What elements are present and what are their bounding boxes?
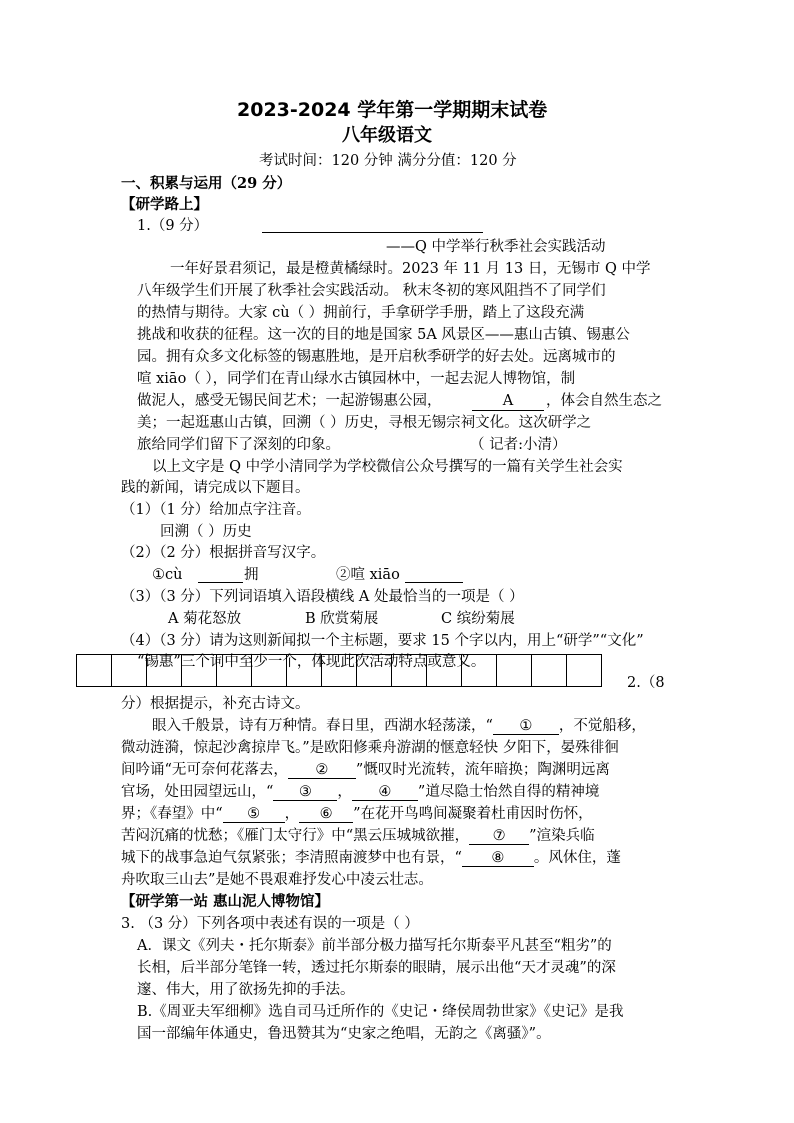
- pinyin-item-1-tail: 拥: [244, 567, 259, 583]
- answer-cell[interactable]: [182, 654, 217, 687]
- poem-segment: ”慨叹时光流转，流年暗换；陶渊明远离: [355, 762, 610, 778]
- poem-blank-2[interactable]: ②: [288, 763, 356, 779]
- exam-title: 2023-2024 学年第一学期期末试卷: [237, 99, 548, 121]
- poem-segment: 城下的战事急迫气氛紧张；李清照南渡梦中也有景，“: [121, 850, 462, 866]
- poem-text: [121, 785, 599, 801]
- q3-option-a-cont: 长相，后半部分笔锋一转，透过托尔斯泰的眼睛，展示出他“天才灵魂”的深: [137, 960, 616, 976]
- sub-question-1: （1）（1 分）给加点字注音。: [121, 502, 311, 518]
- answer-cell[interactable]: [147, 654, 182, 687]
- passage-line: 旅给同学们留下了深刻的印象。: [137, 437, 340, 453]
- poem-text: 舟吹取三山去”是她不畏艰难抒发心中凌云壮志。: [121, 872, 433, 888]
- poem-text: [121, 763, 610, 779]
- poem-segment: 。风休住，蓬: [533, 850, 621, 866]
- poem-segment: ，: [284, 806, 300, 822]
- answer-cell[interactable]: [357, 654, 392, 687]
- title-blank-line[interactable]: [262, 232, 483, 233]
- passage-line: 喧 xiāo（ ），同学们在青山绿水古镇园林中，一起去泥人博物馆，制: [137, 371, 576, 387]
- poem-text: [121, 829, 595, 845]
- poem-blank-3[interactable]: ③: [273, 785, 337, 801]
- option-a[interactable]: A 菊花怒放: [168, 611, 242, 627]
- poem-segment: ”渲染兵临: [529, 828, 595, 844]
- station-heading: 【研学第一站 惠山泥人博物馆】: [121, 893, 330, 910]
- exam-info: 考试时间：120 分钟 满分分值：120 分: [259, 153, 517, 169]
- answer-cell[interactable]: [287, 654, 322, 687]
- intro-line: 以上文字是 Q 中学小清同学为学校微信公众号撰写的一篇有关学生社会实: [152, 459, 623, 475]
- passage-line-tail: ，体会自然生态之: [546, 393, 662, 409]
- passage-line: 园。拥有众多文化标签的锡惠胜地，是开启秋季研学的好去处。远离城市的: [137, 349, 616, 365]
- answer-cell[interactable]: [532, 654, 567, 687]
- poem-text: [121, 851, 621, 867]
- answer-cell[interactable]: [427, 654, 462, 687]
- option-b[interactable]: B 欣赏菊展: [305, 611, 379, 627]
- answer-cell[interactable]: [217, 654, 252, 687]
- question-1-number: 1.（9 分）: [137, 218, 209, 234]
- blank-a[interactable]: A: [472, 394, 544, 411]
- passage-line: 做泥人，感受无锡民间艺术；一起游锡惠公园，: [137, 393, 442, 409]
- answer-cell[interactable]: [462, 654, 497, 687]
- poem-text: 微动涟漪，惊起沙禽掠岸飞。”是欧阳修乘舟游湖的惬意轻快 夕阳下，晏殊徘徊: [121, 740, 619, 756]
- sub-question-1-item[interactable]: 回溯（ ）历史: [160, 524, 252, 540]
- poem-blank-1[interactable]: ①: [493, 719, 559, 735]
- answer-cell[interactable]: [252, 654, 287, 687]
- answer-cell[interactable]: [567, 654, 602, 687]
- passage-byline: ——Q 中学举行秋季社会实践活动: [386, 239, 606, 255]
- passage-line: 的热情与期待。大家 cù（ ）拥前行，手拿研学手册，踏上了这段充满: [137, 305, 585, 321]
- poem-segment: 苦闷沉痛的忧愁；《雁门太守行》中“黑云压城城欲摧，: [121, 828, 470, 844]
- sub-question-2: （2）（2 分）根据拼音写汉字。: [121, 545, 326, 561]
- passage-line: 八年级学生们开展了秋季社会实践活动。 秋末冬初的寒风阻挡不了同学们: [137, 283, 606, 299]
- answer-cell[interactable]: [112, 654, 147, 687]
- part-label: 【研学路上】: [121, 196, 208, 213]
- pinyin-blank-1[interactable]: [198, 582, 243, 583]
- option-c[interactable]: C 缤纷菊展: [441, 611, 515, 627]
- sub-question-3: （3）（3 分）下列词语填入语段横线 A 处最恰当的一项是（ ）: [121, 589, 524, 605]
- q3-option-b-cont: 国一部编年体通史，鲁迅赞其为“史家之绝唱，无韵之《离骚》”。: [137, 1026, 551, 1042]
- q3-option-b[interactable]: B.《周亚夫军细柳》选自司马迁所作的《史记・绛侯周勃世家》《史记》是我: [137, 1004, 624, 1020]
- poem-segment: ”道尽隐士怡然自得的精神境: [417, 784, 600, 800]
- poem-segment: ”在花开鸟鸣间凝聚着杜甫因时伤怀，: [353, 806, 593, 822]
- answer-grid[interactable]: [76, 654, 602, 687]
- question-2-number: 2.（8: [627, 675, 665, 691]
- question-2-stem: 分）根据提示，补充古诗文。: [121, 696, 310, 712]
- poem-text: [152, 719, 646, 735]
- exam-subtitle: 八年级语文: [342, 125, 432, 146]
- pinyin-blank-2[interactable]: [405, 582, 463, 583]
- q3-option-a[interactable]: A．课文《列夫・托尔斯泰》前半部分极力描写托尔斯泰平凡甚至“粗劣”的: [137, 938, 612, 954]
- pinyin-item-1: ①cù: [152, 567, 183, 583]
- answer-cell[interactable]: [77, 654, 112, 687]
- poem-segment: ，: [337, 784, 352, 800]
- answer-cell[interactable]: [392, 654, 427, 687]
- answer-cell[interactable]: [497, 654, 532, 687]
- poem-text: [121, 807, 593, 823]
- sub-question-4-cont: “锡惠”三个词中至少一个，体现此次活动特点或意义。: [137, 654, 486, 670]
- reporter-credit: （ 记者:小清）: [470, 437, 567, 453]
- poem-segment: 界；《春望》中“: [121, 806, 223, 822]
- passage-line: 美；一起逛惠山古镇，回溯（ ）历史，寻根无锡宗祠文化。这次研学之: [137, 415, 592, 431]
- poem-segment: 眼入千般景，诗有万种情。春日里，西湖水轻荡漾，“: [152, 718, 493, 734]
- intro-line: 践的新闻，请完成以下题目。: [121, 480, 310, 496]
- question-3-stem: 3. （3 分）下列各项中表述有误的一项是（ ）: [121, 916, 419, 932]
- sub-question-4: （4）（3 分）请为这则新闻拟一个主标题，要求 15 个字以内，用上“研学”“文化”: [121, 633, 644, 649]
- poem-segment: 官场，处田园望远山，“: [121, 784, 274, 800]
- poem-blank-4[interactable]: ④: [352, 785, 418, 801]
- q3-option-a-cont: 邃、伟大，用了欲扬先抑的手法。: [137, 982, 355, 998]
- passage-line: 一年好景君须记，最是橙黄橘绿时。2023 年 11 月 13 日，无锡市 Q 中学: [170, 261, 651, 277]
- answer-cell[interactable]: [322, 654, 357, 687]
- passage-line: 挑战和收获的征程。这一次的目的地是国家 5A 风景区——惠山古镇、锡惠公: [137, 327, 630, 343]
- section-heading: 一、积累与运用（29 分）: [121, 175, 292, 192]
- poem-segment: 间吟诵“无可奈何花落去，: [121, 762, 288, 778]
- poem-blank-8[interactable]: ⑧: [462, 851, 534, 867]
- poem-blank-5[interactable]: ⑤: [223, 807, 285, 823]
- poem-blank-7[interactable]: ⑦: [469, 829, 529, 845]
- poem-segment: ，不觉船移，: [558, 718, 646, 734]
- poem-blank-6[interactable]: ⑥: [299, 807, 353, 823]
- pinyin-item-2: ②喧 xiāo: [336, 567, 400, 583]
